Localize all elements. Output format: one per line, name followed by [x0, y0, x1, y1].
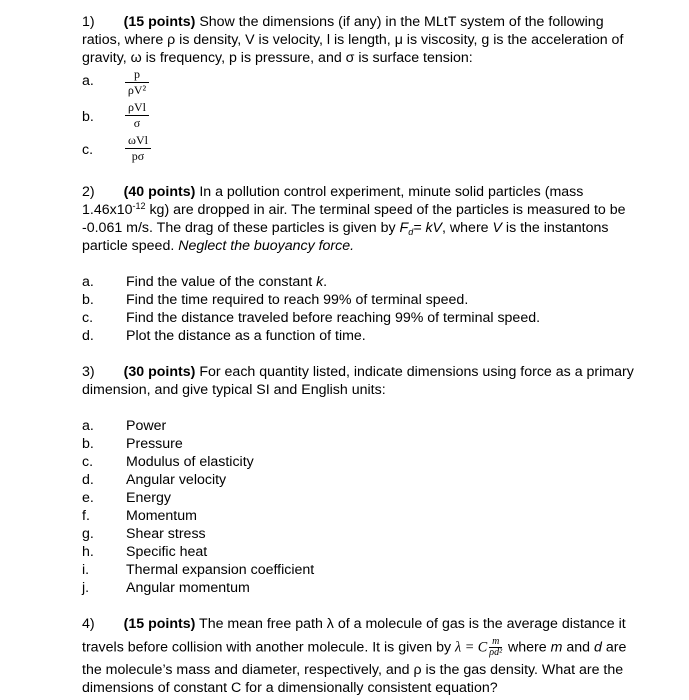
q1-item-c-denominator: pσ: [131, 149, 145, 163]
q1-item-b-fraction: [125, 101, 149, 130]
q1-line-1: [82, 13, 604, 31]
q3-item-c-label: c.: [82, 454, 94, 470]
q3-item-j: Angular momentum: [126, 580, 250, 596]
q2-item-b: Find the time required to reach 99% of terminal speed.: [126, 292, 469, 308]
q3-item-j-label: j.: [82, 580, 90, 596]
q4-text-3: the molecule’s mass and diameter, respectively, and ρ is the gas density. What are the: [82, 662, 624, 678]
q2-force-subscript: d: [408, 227, 414, 237]
q2-line-2: [82, 201, 626, 219]
q4-equation-lhs: λ = C: [455, 639, 488, 656]
q2-text-4b: Neglect the buoyancy force.: [178, 238, 355, 254]
q3-item-d-label: d.: [82, 472, 94, 488]
q1-item-c-fraction: [125, 134, 151, 163]
q2-text-4a: particle speed.: [82, 238, 179, 254]
q2-text-3b: , where: [442, 220, 493, 236]
q2-item-c: Find the distance traveled before reaching 99% of terminal speed.: [126, 310, 541, 326]
q2-item-a-label: a.: [82, 274, 94, 290]
q2-text-1: In a pollution control experiment, minute solid particles (mass: [199, 184, 584, 200]
q4-number: 4): [82, 616, 95, 632]
q3-item-f-label: f.: [82, 508, 90, 524]
q3-item-a: Power: [126, 418, 167, 434]
q4-equation-numerator: m: [492, 636, 500, 647]
q2-line-4: [82, 237, 354, 255]
q3-item-a-label: a.: [82, 418, 94, 434]
q4-text-2a: travels before collision with another molecule. It is given by: [82, 639, 455, 656]
q2-line-1: [82, 183, 583, 201]
q3-item-h-label: h.: [82, 544, 94, 560]
q1-item-b-label: b.: [82, 109, 94, 125]
q2-mass-value: 1.46x10: [82, 202, 133, 218]
q1-item-c-label: c.: [82, 142, 94, 158]
q2-text-3a: -0.061 m/s. The drag of these particles is given by: [82, 220, 400, 236]
q1-item-b-numerator: ρVl: [128, 100, 146, 114]
q2-item-a-text: Find the value of the constant: [126, 274, 317, 290]
q1-item-a-numerator: p: [134, 67, 140, 81]
q3-item-g: Shear stress: [126, 526, 206, 542]
q4-line-1: [82, 615, 626, 633]
q1-item-a-fraction: [125, 68, 149, 97]
q2-item-d: Plot the distance as a function of time.: [126, 328, 366, 344]
q1-points: (15 points): [123, 14, 196, 30]
q3-item-e: Energy: [126, 490, 171, 506]
q3-item-c: Modulus of elasticity: [126, 454, 254, 470]
q1-item-b-denominator: σ: [133, 116, 141, 130]
q1-text-1: Show the dimensions (if any) in the MLtT system of the following: [199, 14, 604, 30]
q2-item-c-label: c.: [82, 310, 94, 326]
q4-equation-denominator: ρd²: [489, 647, 503, 658]
q3-text-2: dimension, and give typical SI and English units:: [82, 382, 386, 398]
q2-points: (40 points): [123, 184, 196, 200]
q3-line-1: [82, 363, 634, 381]
q1-text-3: gravity, ω is frequency, p is pressure, and σ is surface tension:: [82, 50, 473, 66]
q2-mass-exponent: -12: [132, 201, 146, 211]
q3-item-d: Angular velocity: [126, 472, 227, 488]
q2-line-3: [82, 219, 608, 237]
q3-points: (30 points): [123, 364, 196, 380]
q2-number: 2): [82, 184, 95, 200]
q3-number: 3): [82, 364, 95, 380]
q4-line-2: [82, 637, 626, 658]
q4-points: (15 points): [123, 616, 196, 632]
q3-item-i-label: i.: [82, 562, 90, 578]
q1-number: 1): [82, 14, 95, 30]
q3-item-b-label: b.: [82, 436, 94, 452]
q4-text-1: The mean free path λ of a molecule of gas is the average distance it: [199, 616, 626, 632]
q4-text-2c: and: [562, 639, 595, 656]
q4-text-2b: where: [504, 639, 551, 656]
q1-item-a-label: a.: [82, 73, 94, 89]
q2-drag-equation: = kV: [413, 220, 443, 236]
q2-item-a-italic: k: [316, 274, 324, 290]
q2-force-symbol: F: [399, 220, 409, 236]
q4-equation-fraction: [489, 637, 502, 658]
q3-item-e-label: e.: [82, 490, 94, 506]
q4-mass-symbol: m: [550, 639, 563, 656]
q2-text-3c: is the instantons: [501, 220, 609, 236]
q1-text-2: ratios, where ρ is density, V is velocity, l is length, μ is viscosity, g is the acceleration of: [82, 32, 624, 48]
q1-item-c-numerator: ωVl: [128, 133, 148, 147]
q3-text-1: For each quantity listed, indicate dimensions using force as a primary: [199, 364, 634, 380]
q4-text-2d: are: [601, 639, 627, 656]
q4-diameter-symbol: d: [594, 639, 602, 656]
q2-item-a-end: .: [323, 274, 328, 290]
q2-item-b-label: b.: [82, 292, 94, 308]
q2-item-a: [126, 273, 327, 291]
q2-text-2: kg) are dropped in air. The terminal speed of the particles is measured to be: [145, 202, 626, 218]
q3-item-i: Thermal expansion coefficient: [126, 562, 315, 578]
q1-item-a-denominator: ρV²: [127, 83, 147, 97]
q4-text-4: dimensions of constant C for a dimensionally consistent equation?: [82, 680, 498, 696]
q3-item-h: Specific heat: [126, 544, 208, 560]
q2-velocity-symbol: V: [492, 220, 502, 236]
q2-item-d-label: d.: [82, 328, 94, 344]
q3-item-g-label: g.: [82, 526, 94, 542]
q3-item-f: Momentum: [126, 508, 197, 524]
q3-item-b: Pressure: [126, 436, 183, 452]
